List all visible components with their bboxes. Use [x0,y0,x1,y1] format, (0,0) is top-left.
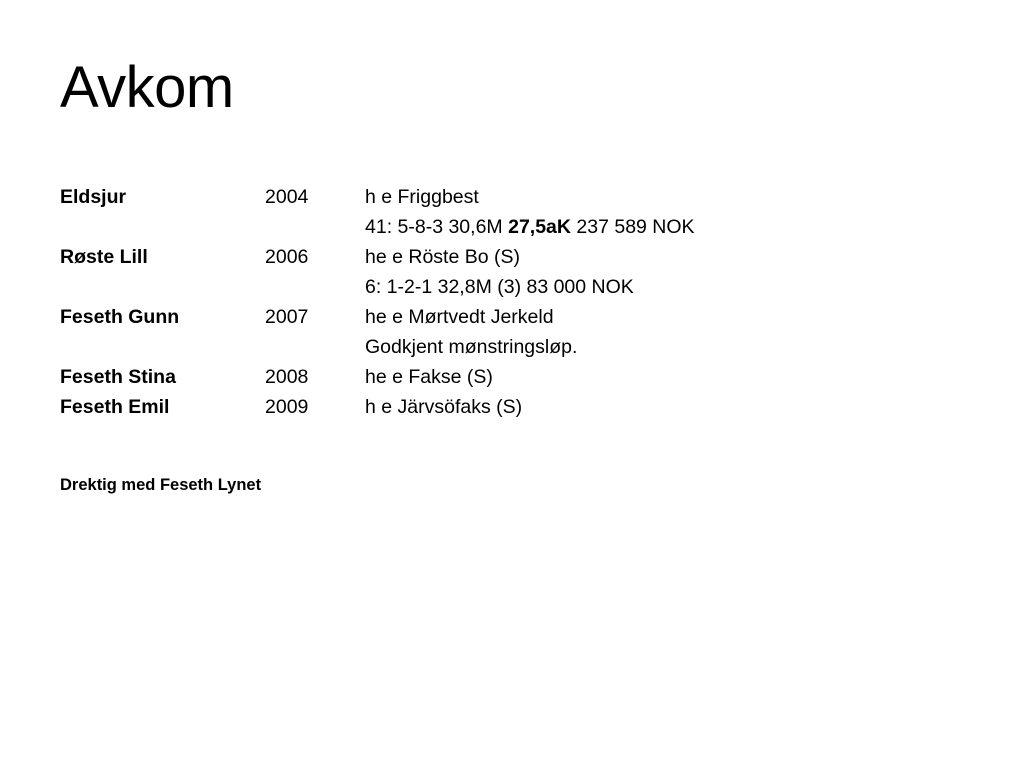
spacer-cell [60,332,265,362]
offspring-stats [365,272,695,302]
offspring-description: he e Röste Bo (S) [365,246,520,268]
stats-prefix: 41: 5-8-3 30,6M [365,216,509,238]
spacer-cell [60,212,265,242]
offspring-year: 2009 [265,396,309,418]
offspring-name: Feseth Emil [60,396,170,418]
offspring-year: 2007 [265,306,309,328]
page-title: Avkom [60,55,234,120]
offspring-description: h e Friggbest [365,186,479,208]
offspring-description: he e Fakse (S) [365,366,493,388]
spacer-cell [265,332,365,362]
stats-prefix: 6: 1-2-1 32,8M (3) 83 000 NOK [365,276,634,298]
offspring-year: 2006 [265,246,309,268]
offspring-year: 2004 [265,186,309,208]
offspring-stats [365,332,695,362]
table-row-detail [60,332,695,362]
spacer-cell [265,212,365,242]
spacer-cell [60,272,265,302]
table-row-detail [60,212,695,242]
offspring-name: Eldsjur [60,186,127,208]
offspring-year: 2008 [265,366,309,388]
stats-suffix: 237 589 NOK [570,216,695,238]
stats-prefix: Godkjent mønstringsløp. [365,336,578,358]
offspring-description: h e Järvsöfaks (S) [365,396,523,418]
table-row [60,362,695,392]
footnote-text: Drektig med Feseth Lynet [60,476,262,494]
stats-record: 27,5aK [508,216,571,238]
table-row [60,242,695,272]
offspring-name: Røste Lill [60,246,148,268]
offspring-table [60,182,695,422]
offspring-name: Feseth Stina [60,366,176,388]
spacer-cell [265,272,365,302]
offspring-stats [365,212,695,242]
table-row [60,182,695,212]
offspring-name: Feseth Gunn [60,306,180,328]
offspring-description: he e Mørtvedt Jerkeld [365,306,554,328]
table-row [60,392,695,422]
table-row [60,302,695,332]
table-row-detail [60,272,695,302]
